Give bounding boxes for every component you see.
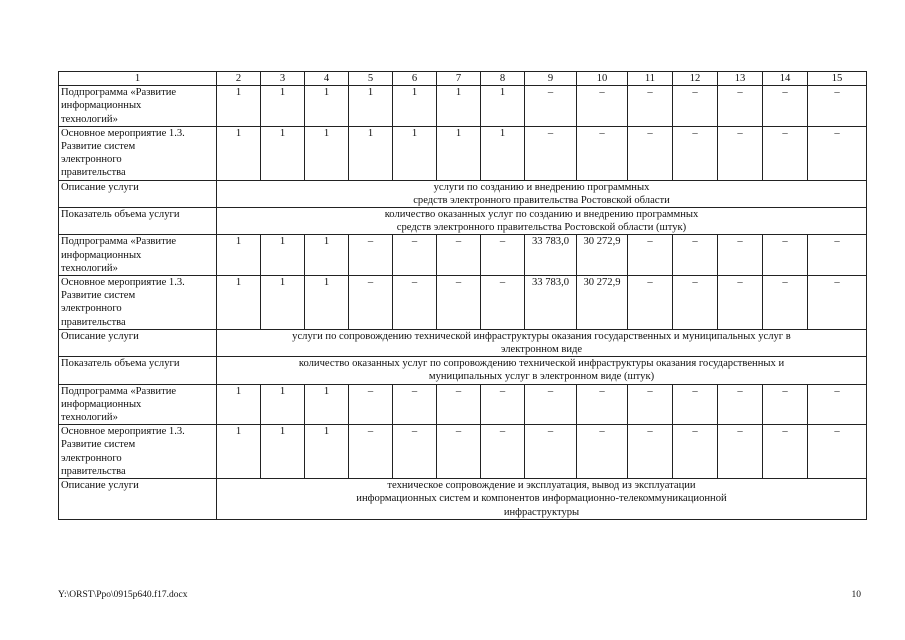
table-row <box>59 180 867 207</box>
value-cell-col-12: – <box>673 235 718 276</box>
service-description-line: количество оказанных услуг по созданию и внедрению программных <box>384 209 699 221</box>
value-cell-col-14: – <box>763 126 808 180</box>
value-cell-col-2: 1 <box>217 276 261 330</box>
table-row <box>59 425 867 479</box>
value-cell-col-8: 1 <box>481 126 525 180</box>
row-label-line: Развитие систем <box>61 439 136 451</box>
value-cell-col-13: – <box>718 384 763 425</box>
service-description-line: средств электронного правительства Ростовской области (штук) <box>396 222 687 234</box>
row-label-line: электронного <box>61 452 122 464</box>
value-cell-col-5: – <box>349 425 393 479</box>
column-header-5: 5 <box>349 72 393 86</box>
value-cell-col-6: – <box>393 235 437 276</box>
row-label-line: Основное мероприятие 1.3. <box>61 127 185 139</box>
value-cell-col-12: – <box>673 425 718 479</box>
row-label-line: Описание услуги <box>61 330 139 342</box>
table-row <box>59 329 867 356</box>
column-header-12: 12 <box>673 72 718 86</box>
row-label-line: Подпрограмма «Развитие <box>61 236 177 248</box>
row-label-line: информационных <box>61 100 142 112</box>
value-cell-col-11: – <box>628 86 673 127</box>
value-cell-col-8: – <box>481 425 525 479</box>
row-label <box>59 329 217 356</box>
row-label-line: правительства <box>61 316 126 328</box>
value-cell-col-13: – <box>718 126 763 180</box>
row-label <box>59 208 217 235</box>
service-description <box>217 208 867 235</box>
column-header-10: 10 <box>577 72 628 86</box>
row-label-line: Развитие систем <box>61 290 136 302</box>
value-cell-col-10: – <box>577 384 628 425</box>
row-label-line: технологий» <box>61 113 118 125</box>
column-header-13: 13 <box>718 72 763 86</box>
value-cell-col-6: – <box>393 425 437 479</box>
value-cell-col-15: – <box>808 86 867 127</box>
value-cell-col-13: – <box>718 276 763 330</box>
column-header-2: 2 <box>217 72 261 86</box>
service-description-line: средств электронного правительства Ростовской области <box>413 194 670 206</box>
row-label <box>59 86 217 127</box>
column-header-11: 11 <box>628 72 673 86</box>
service-description <box>217 479 867 520</box>
value-cell-col-10: – <box>577 425 628 479</box>
value-cell-col-4: 1 <box>305 384 349 425</box>
value-cell-col-4: 1 <box>305 126 349 180</box>
value-cell-col-15: – <box>808 425 867 479</box>
value-cell-col-2: 1 <box>217 384 261 425</box>
value-cell-col-10: – <box>577 86 628 127</box>
service-description <box>217 180 867 207</box>
value-cell-col-9: 33 783,0 <box>525 235 577 276</box>
value-cell-col-3: 1 <box>261 384 305 425</box>
value-cell-col-9: – <box>525 86 577 127</box>
value-cell-col-7: – <box>437 235 481 276</box>
column-header-3: 3 <box>261 72 305 86</box>
service-description-line: услуги по сопровождению технической инфраструктуры оказания государственных и муниципальных услуг в <box>292 330 791 342</box>
service-description-line: информационных систем и компонентов информационно-телекоммуникационной <box>356 493 727 505</box>
value-cell-col-9: – <box>525 384 577 425</box>
value-cell-col-5: – <box>349 276 393 330</box>
value-cell-col-12: – <box>673 126 718 180</box>
value-cell-col-9: – <box>525 126 577 180</box>
row-label <box>59 425 217 479</box>
value-cell-col-6: – <box>393 276 437 330</box>
value-cell-col-8: – <box>481 384 525 425</box>
table-row <box>59 276 867 330</box>
row-label-line: Основное мероприятие 1.3. <box>61 426 185 438</box>
value-cell-col-15: – <box>808 384 867 425</box>
value-cell-col-4: 1 <box>305 235 349 276</box>
row-label-line: Развитие систем <box>61 141 136 153</box>
row-label-line: Описание услуги <box>61 480 139 492</box>
service-description-line: муниципальных услуг в электронном виде (штук) <box>428 371 655 383</box>
value-cell-col-13: – <box>718 86 763 127</box>
value-cell-col-12: – <box>673 86 718 127</box>
table-row <box>59 235 867 276</box>
column-header-4: 4 <box>305 72 349 86</box>
service-description-line: электронном виде <box>500 344 583 356</box>
value-cell-col-2: 1 <box>217 425 261 479</box>
table-row <box>59 479 867 520</box>
value-cell-col-3: 1 <box>261 276 305 330</box>
row-label <box>59 235 217 276</box>
column-header-9: 9 <box>525 72 577 86</box>
value-cell-col-9: 33 783,0 <box>525 276 577 330</box>
column-header-14: 14 <box>763 72 808 86</box>
value-cell-col-5: 1 <box>349 126 393 180</box>
row-label <box>59 276 217 330</box>
table-row <box>59 208 867 235</box>
row-label <box>59 479 217 520</box>
service-description-line: услуги по созданию и внедрению программных <box>433 181 650 193</box>
row-label-line: Показатель объема услуги <box>61 358 180 370</box>
row-label-line: технологий» <box>61 412 118 424</box>
column-header-7: 7 <box>437 72 481 86</box>
value-cell-col-4: 1 <box>305 86 349 127</box>
value-cell-col-10: – <box>577 126 628 180</box>
value-cell-col-13: – <box>718 235 763 276</box>
value-cell-col-10: 30 272,9 <box>577 276 628 330</box>
value-cell-col-7: – <box>437 276 481 330</box>
value-cell-col-14: – <box>763 425 808 479</box>
row-label-line: информационных <box>61 249 142 261</box>
value-cell-col-7: – <box>437 384 481 425</box>
row-label <box>59 384 217 425</box>
value-cell-col-11: – <box>628 126 673 180</box>
value-cell-col-2: 1 <box>217 235 261 276</box>
row-label-line: Подпрограмма «Развитие <box>61 385 177 397</box>
value-cell-col-10: 30 272,9 <box>577 235 628 276</box>
value-cell-col-8: – <box>481 235 525 276</box>
value-cell-col-4: 1 <box>305 425 349 479</box>
value-cell-col-5: 1 <box>349 86 393 127</box>
value-cell-col-14: – <box>763 384 808 425</box>
value-cell-col-6: – <box>393 384 437 425</box>
value-cell-col-15: – <box>808 126 867 180</box>
value-cell-col-7: 1 <box>437 126 481 180</box>
value-cell-col-6: 1 <box>393 86 437 127</box>
value-cell-col-11: – <box>628 384 673 425</box>
document-table <box>58 71 867 520</box>
value-cell-col-8: – <box>481 276 525 330</box>
value-cell-col-9: – <box>525 425 577 479</box>
value-cell-col-12: – <box>673 276 718 330</box>
table-body <box>59 86 867 520</box>
value-cell-col-13: – <box>718 425 763 479</box>
value-cell-col-3: 1 <box>261 425 305 479</box>
value-cell-col-3: 1 <box>261 86 305 127</box>
value-cell-col-5: – <box>349 384 393 425</box>
value-cell-col-4: 1 <box>305 276 349 330</box>
table-row <box>59 126 867 180</box>
value-cell-col-3: 1 <box>261 126 305 180</box>
service-description-line: техническое сопровождение и эксплуатация, вывод из эксплуатации <box>387 480 696 492</box>
row-label-line: правительства <box>61 167 126 179</box>
value-cell-col-2: 1 <box>217 86 261 127</box>
value-cell-col-5: – <box>349 235 393 276</box>
service-description <box>217 329 867 356</box>
value-cell-col-15: – <box>808 276 867 330</box>
value-cell-col-6: 1 <box>393 126 437 180</box>
row-label-line: информационных <box>61 398 142 410</box>
value-cell-col-11: – <box>628 276 673 330</box>
footer-page-number: 10 <box>851 590 861 600</box>
service-description <box>217 357 867 384</box>
value-cell-col-14: – <box>763 86 808 127</box>
column-header-1: 1 <box>59 72 217 86</box>
row-label-line: Показатель объема услуги <box>61 209 180 221</box>
value-cell-col-7: 1 <box>437 86 481 127</box>
row-label-line: Подпрограмма «Развитие <box>61 87 177 99</box>
row-label-line: электронного <box>61 303 122 315</box>
service-description-line: количество оказанных услуг по сопровождению технической инфраструктуры оказания государственных и <box>298 358 785 370</box>
table-row <box>59 384 867 425</box>
row-label-line: правительства <box>61 465 126 477</box>
value-cell-col-2: 1 <box>217 126 261 180</box>
value-cell-col-11: – <box>628 425 673 479</box>
value-cell-col-14: – <box>763 235 808 276</box>
table-row <box>59 86 867 127</box>
table-row <box>59 357 867 384</box>
value-cell-col-3: 1 <box>261 235 305 276</box>
value-cell-col-14: – <box>763 276 808 330</box>
value-cell-col-12: – <box>673 384 718 425</box>
row-label-line: электронного <box>61 154 122 166</box>
row-label <box>59 126 217 180</box>
value-cell-col-8: 1 <box>481 86 525 127</box>
row-label-line: Описание услуги <box>61 181 139 193</box>
column-header-8: 8 <box>481 72 525 86</box>
footer-file-path: Y:\ORST\Ppo\0915p640.f17.docx <box>58 590 188 600</box>
row-label <box>59 180 217 207</box>
value-cell-col-7: – <box>437 425 481 479</box>
value-cell-col-11: – <box>628 235 673 276</box>
column-header-6: 6 <box>393 72 437 86</box>
row-label-line: Основное мероприятие 1.3. <box>61 277 185 289</box>
column-header-15: 15 <box>808 72 867 86</box>
value-cell-col-15: – <box>808 235 867 276</box>
row-label-line: технологий» <box>61 262 118 274</box>
row-label <box>59 357 217 384</box>
table-header-row <box>59 72 867 86</box>
service-description-line: инфраструктуры <box>503 506 580 518</box>
